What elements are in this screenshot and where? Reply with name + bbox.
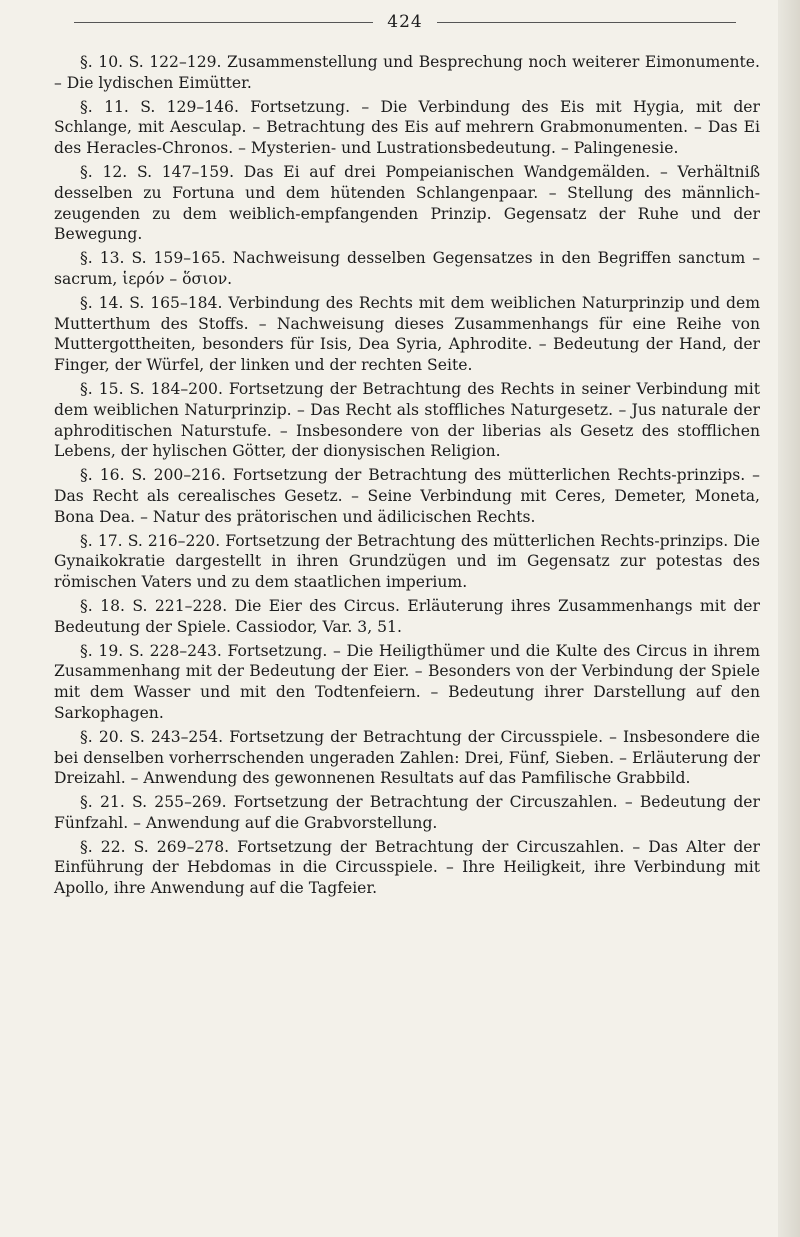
section-text: S. 200–216. Fortsetzung der Betrachtung des mütterlichen Rechts-prinzips. – Das Recht als cerealisches Gesetz. – Seine Verbindung mit Ceres, Demeter, Moneta, Bona Dea. – Natur des prätorischen und ädilicischen Rechts. bbox=[54, 466, 760, 526]
page-edge bbox=[778, 0, 800, 1237]
section-id: §. 10. bbox=[80, 53, 124, 71]
section-id: §. 16. bbox=[80, 466, 125, 485]
toc-entry bbox=[54, 792, 760, 834]
header-rule-left bbox=[74, 22, 373, 23]
section-id: §. 12. bbox=[80, 162, 128, 181]
section-id: §. 18. bbox=[80, 596, 125, 615]
section-text: S. 228–243. Fortsetzung. – Die Heiligthümer und die Kulte des Circus in ihrem Zusammenhang mit der Bedeutung der Eier. – Besonders von der Verbindung der Spiele mit dem Wasser und mit den Todtenfeiern. – Bedeutung ihrer Darstellung auf den Sarkophagen. bbox=[54, 641, 760, 722]
section-text: S. 255–269. Fortsetzung der Betrachtung der Circuszahlen. – Bedeutung der Fünfzahl. – Anwendung auf die Grabvorstellung. bbox=[54, 793, 760, 832]
section-id: §. 21. bbox=[80, 793, 125, 812]
section-id: §. 17. bbox=[80, 531, 123, 550]
toc-entry bbox=[54, 837, 760, 899]
section-id: §. 22. bbox=[80, 837, 126, 856]
section-text: S. 159–165. Nachweisung desselben Gegensatzes in den Begriffen sanctum – sacrum, ἱερόν – ὅσιον. bbox=[54, 249, 760, 288]
header-rule-right bbox=[437, 22, 736, 23]
section-text: S. 122–129. Zusammenstellung und Besprechung noch weiterer Eimonumente. – Die lydischen Eimütter. bbox=[54, 53, 760, 92]
toc-entry bbox=[54, 162, 760, 245]
toc-entry bbox=[54, 727, 760, 789]
section-id: §. 15. bbox=[80, 379, 124, 398]
toc-entry bbox=[54, 52, 760, 94]
section-text: S. 221–228. Die Eier des Circus. Erläuterung ihres Zusammenhangs mit der Bedeutung der Spiele. Cassiodor, Var. 3, 51. bbox=[54, 596, 760, 636]
section-text: S. 269–278. Fortsetzung der Betrachtung der Circuszahlen. – Das Alter der Einführung der Hebdomas in die Circusspiele. – Ihre Heiligkeit, ihre Verbindung mit Apollo, ihre Anwendung auf die Tagfeier. bbox=[54, 837, 760, 898]
toc-entry bbox=[54, 596, 760, 638]
section-text: S. 129–146. Fortsetzung. – Die Verbindung des Eis mit Hygia, mit der Schlange, mit Aesculap. – Betrachtung des Eis auf mehrern Grabmonumenten. – Das Ei des Heracles-Chronos. – Mysterien- und Lustrationsbedeutung. – Palingenesie. bbox=[54, 97, 760, 158]
section-text: S. 216–220. Fortsetzung der Betrachtung des mütterlichen Rechts-prinzips. Die Gynaikokratie dargestellt in ihren Grundzügen und im Gegensatz zur potestas des römischen Vaters und zu dem staatlichen imperium. bbox=[54, 531, 760, 592]
section-text: S. 147–159. Das Ei auf drei Pompeianischen Wandgemälden. – Verhältniß desselben zu Fortuna und dem hütenden Schlangenpaar. – Stellung des männlich-zeugenden zu dem weiblich-empfangenden Prinzip. Gegensatz der Ruhe und der Bewegung. bbox=[54, 162, 760, 244]
section-id: §. 19. bbox=[80, 641, 124, 660]
page-number: 424 bbox=[387, 12, 423, 32]
toc-entry bbox=[54, 248, 760, 290]
toc-entry bbox=[54, 531, 760, 593]
section-text: S. 184–200. Fortsetzung der Betrachtung des Rechts in seiner Verbindung mit dem weiblichen Naturprinzip. – Das Recht als stoffliches Naturgesetz. – Jus naturale der aphroditischen Naturstufe. – Insbesondere von der liberias als Gesetz des stofflichen Lebens, der hylischen Götter, der dionysischen Religion. bbox=[54, 379, 760, 461]
section-id: §. 20. bbox=[80, 727, 124, 746]
section-text: S. 165–184. Verbindung des Rechts mit dem weiblichen Naturprinzip und dem Mutterthum des Stoffs. – Nachweisung dieses Zusammenhangs für eine Reihe von Muttergottheiten, besonders für Isis, Dea Syria, Aphrodite. – Bedeutung der Hand, der Finger, der Würfel, der linken und der rechten Seite. bbox=[54, 293, 760, 375]
toc-entry bbox=[54, 97, 760, 159]
section-text: S. 243–254. Fortsetzung der Betrachtung der Circusspiele. – Insbesondere die bei denselben vorherrschenden ungeraden Zahlen: Drei, Fünf, Sieben. – Erläuterung der Dreizahl. – Anwendung des gewonnenen Resultats auf das Pamfilische Grabbild. bbox=[54, 727, 760, 788]
section-id: §. 14. bbox=[80, 293, 124, 312]
page-header bbox=[60, 8, 750, 36]
toc-entry bbox=[54, 465, 760, 527]
toc-entry bbox=[54, 641, 760, 724]
section-id: §. 13. bbox=[80, 249, 125, 268]
toc-entry bbox=[54, 379, 760, 462]
table-of-contents bbox=[54, 52, 760, 902]
toc-entry bbox=[54, 293, 760, 376]
section-id: §. 11. bbox=[80, 97, 129, 116]
